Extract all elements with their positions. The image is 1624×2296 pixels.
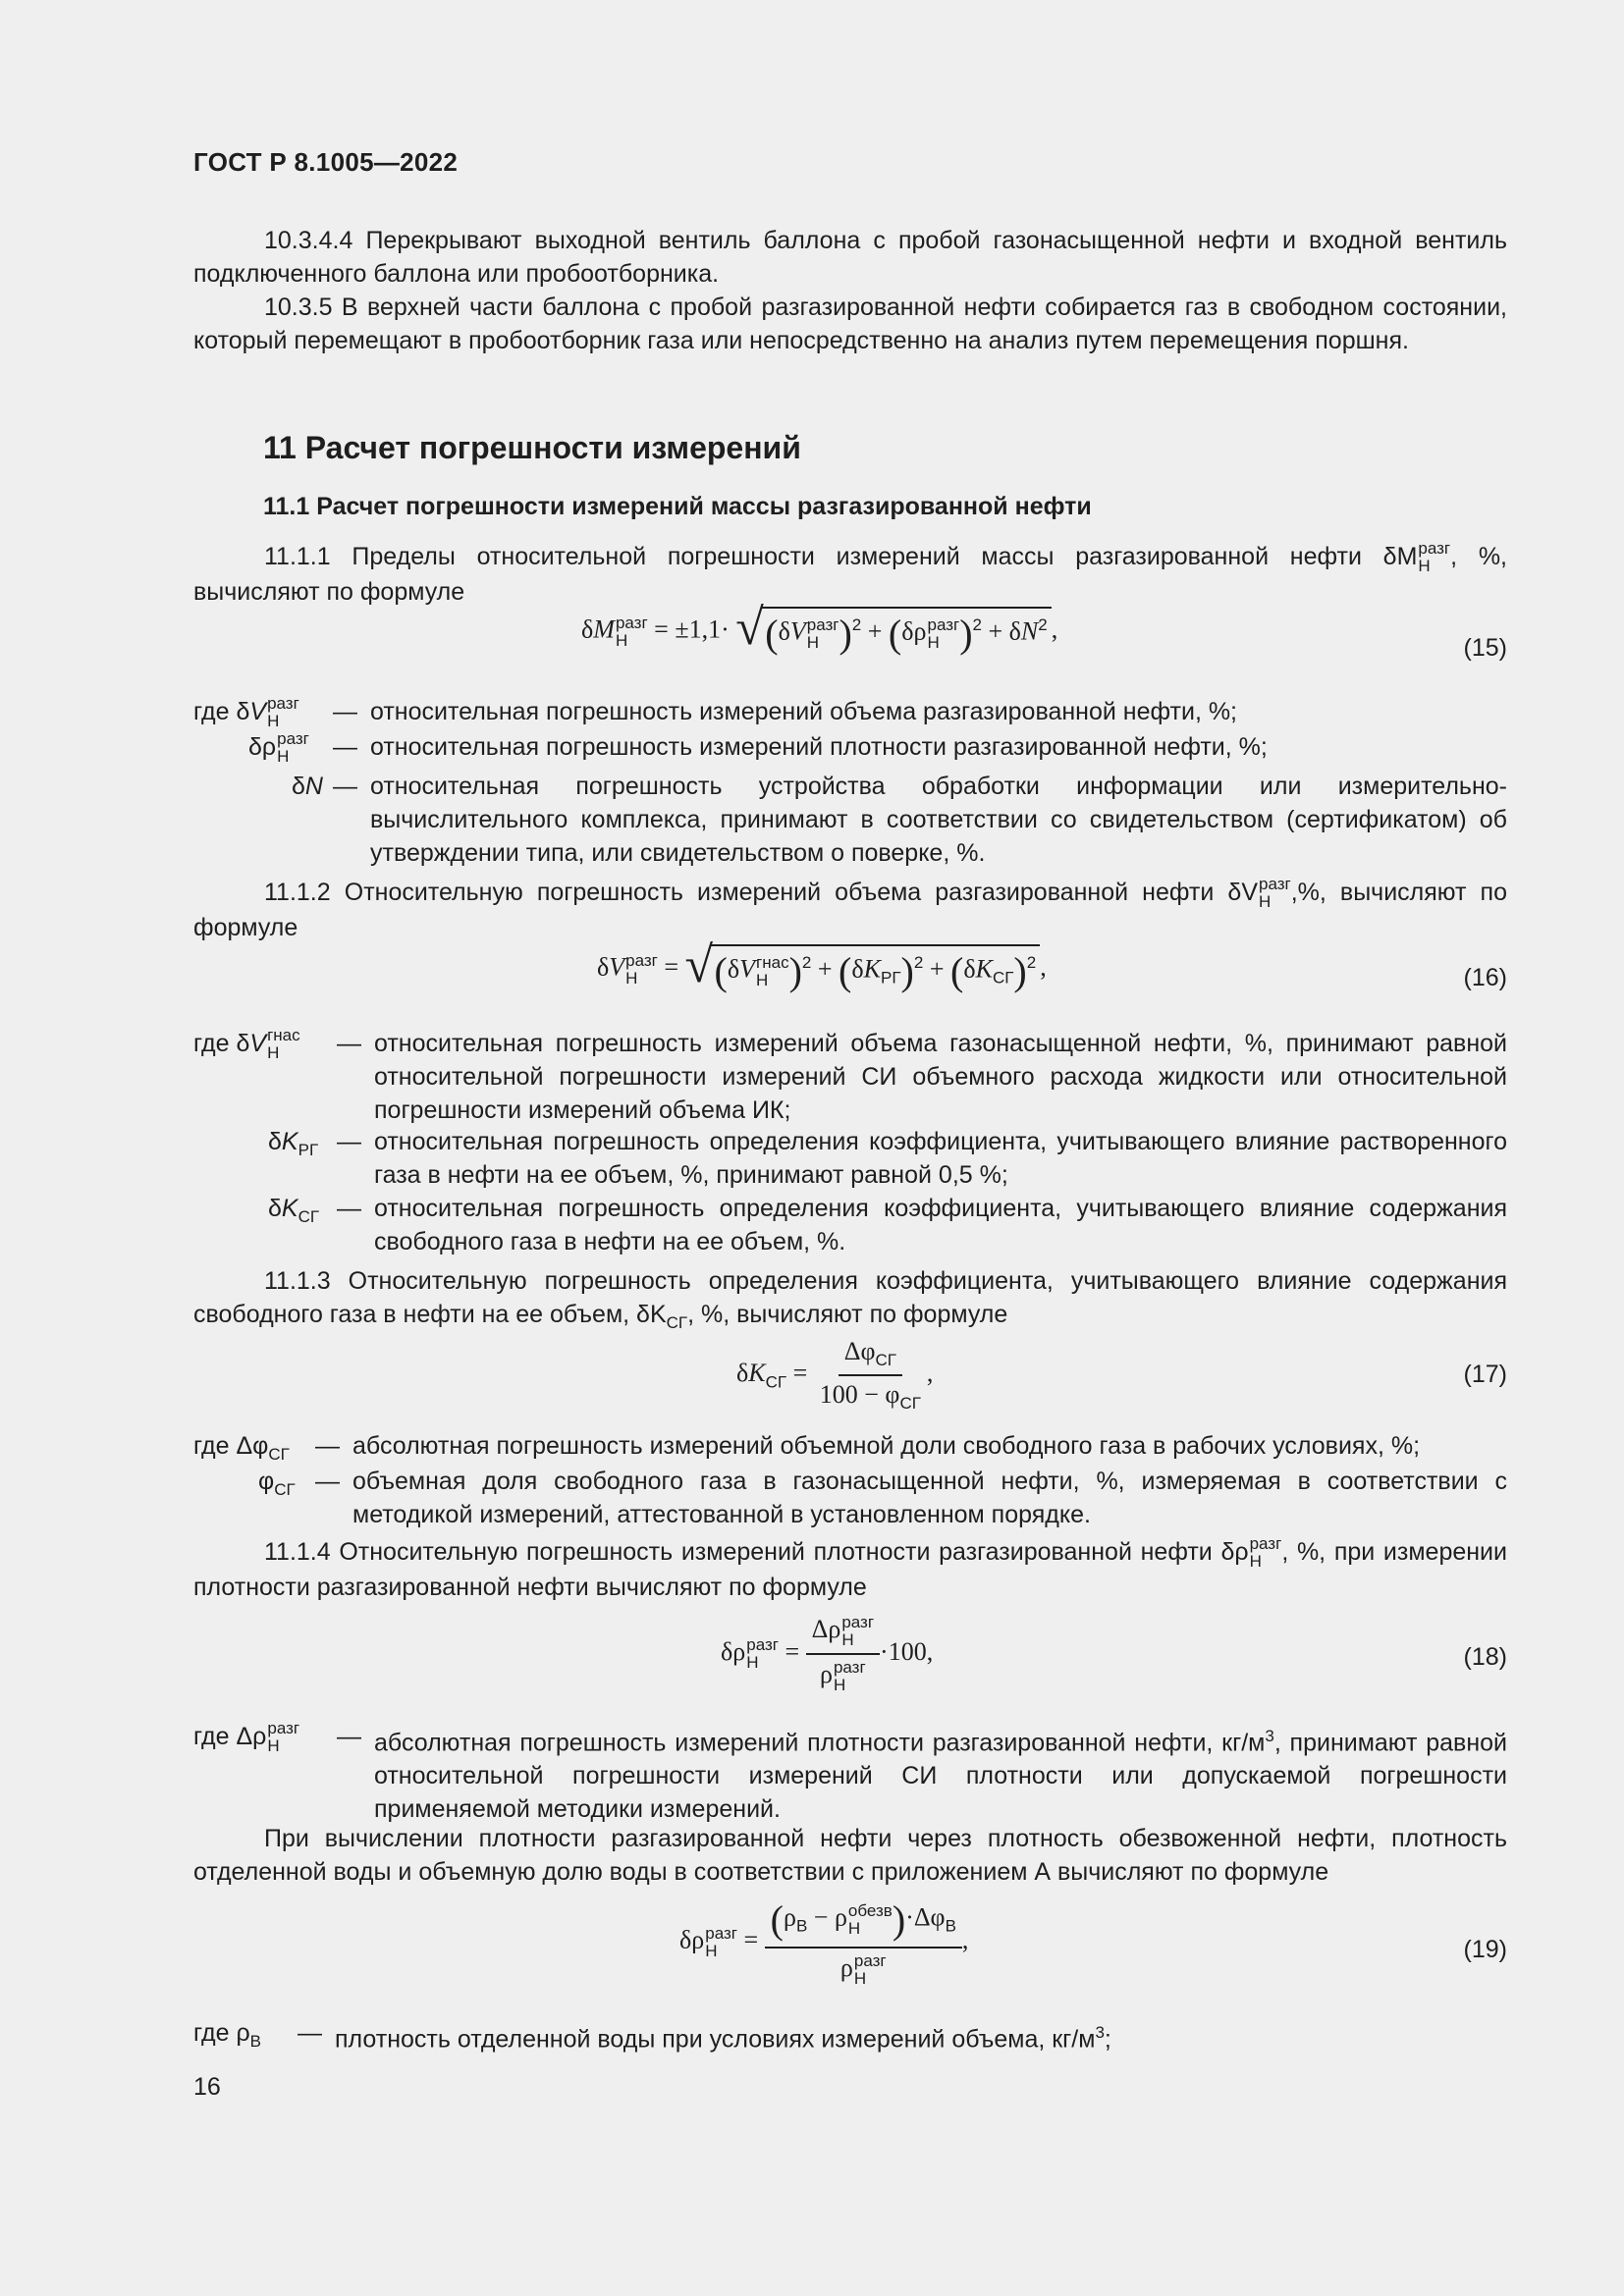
definition-text: абсолютная погрешность измерений объемной доли свободного газа в рабочих условиях, %; [352, 1432, 1421, 1460]
definitions-16: где δV гнас Н — относительная погрешность измерений объема газонасыщенной нефти, %, принимают равной относительной погрешности измерений СИ объемного расхода жидкости или относительной погрешности измерений объема ИК; $\delta K_{РГ}$ — относительная погрешность определения коэффициента, учитывающего влияние растворенного газа в нефти на ее объем, %, принимают равной 0,5 %; $\delta K_{СГ}$ — относительная погрешность определения коэффициента, учитывающего влияние содержания свободного газа в нефти на ее объем, %. [193, 1027, 1507, 1262]
formula-number-16: (16) [1463, 964, 1507, 991]
definition-text: абсолютная погрешность измерений плотности разгазированной нефти, $кг/м^3$, принимают равной относительной погрешности измерений СИ плотности или допускаемой погрешности применяемой методики измерений. [374, 1727, 1508, 1824]
definition-text: плотность отделенной воды при условиях измерений объема, $кг/м^3$; [335, 2023, 1111, 2054]
formula-number-18: (18) [1463, 1643, 1507, 1671]
term-dN: δN [292, 773, 323, 800]
definition-text: относительная погрешность устройства обработки информации или измерительно-вычислительного комплекса, принимают в соответствии со свидетельством (сертификатом) об утверждении типа, или свидетельством о поверке, %. [370, 773, 1507, 867]
definition-text: относительная погрешность определения коэффициента, учитывающего влияние растворенного газа в нефти на ее объем, %, принимают равной 0,5 %; [374, 1128, 1507, 1189]
definition-text: объемная доля свободного газа в газонасыщенной нефти, %, измеряемая в соответствии с методикой измерений, аттестованной в установленном порядке. [352, 1468, 1507, 1528]
formula-number-15: (15) [1463, 634, 1507, 662]
section-heading-11: 11 Расчет погрешности измерений [263, 430, 801, 465]
definitions-17: где $\Delta\varphi_{СГ}$ — абсолютная погрешность измерений объемной доли свободного газа в рабочих условиях, %; $\varphi_{СГ}$ — объемная доля свободного газа в газонасыщенной нефти, %, измеряемая в соответствии с методикой измерений, аттестованной в установленном порядке. [193, 1429, 1507, 1537]
term-dK-sg: $\delta K_{СГ}$ [268, 1195, 320, 1226]
formula-16: δV разг Н = √ (δV гнас Н )$^2 + (\delta K_{РГ})^2 + (\delta K_{СГ})^2$ , [597, 937, 1047, 993]
formula-19: δρ разг Н = ($\rho_В - \rho$ обезв Н )$\cdot\Delta\varphi_В$ ρ разг Н , [679, 1897, 969, 1988]
term-dphi-sg: где $\Delta\varphi_{СГ}$ [193, 1432, 290, 1464]
definition-text: относительная погрешность измерений объема разгазированной нефти, %; [370, 698, 1238, 725]
formula-18: δρ разг Н = Δρ разг Н ρ разг Н ·100, [721, 1613, 934, 1694]
term-phi-sg: $\varphi_{СГ}$ [258, 1468, 296, 1499]
term-dV-razg: где δV разг Н [193, 694, 299, 731]
paragraph-11-1-1: 11.1.1 Пределы относительной погрешности измерений массы разгазированной нефти δM разг Н , %, вычисляют по формуле [193, 539, 1507, 607]
term-dK-rg: $\delta K_{РГ}$ [268, 1128, 319, 1159]
section-heading-11-1: 11.1 Расчет погрешности измерений массы разгазированной нефти [263, 493, 1092, 520]
paragraph-10-3-5: 10.3.5 В верхней части баллона с пробой разгазированной нефти собирается газ в свободном состоянии, который перемещают в пробоотборник газа или непосредственно на анализ путем перемещения поршня. [193, 294, 1507, 354]
page-number: 16 [193, 2073, 221, 2101]
formula-15: δM разг Н = ±1,1· √ (δV разг Н )$^2$ + (δρ разг Н )$^2 + \delta N^2$ , [581, 600, 1058, 656]
paragraph-10-3-4-4: 10.3.4.4 Перекрывают выходной вентиль баллона с пробой газонасыщенной нефти и входной вентиль подключенного баллона или пробоотборника. [193, 227, 1507, 288]
definitions-19: где $\rho_В$ — плотность отделенной воды при условиях измерений объема, $кг/м^3$; [193, 2016, 1507, 2056]
paragraph-11-1-4: 11.1.4 Относительную погрешность измерений плотности разгазированной нефти δρ разг Н , %, при измерении плотности разгазированной нефти вычисляют по формуле [193, 1534, 1507, 1602]
definitions-18: где Δρ разг Н — абсолютная погрешность измерений плотности разгазированной нефти, $кг/м^3$, принимают равной относительной погрешности измерений СИ плотности или допускаемой погрешности применяемой методики измерений. [193, 1720, 1507, 1828]
definition-text: относительная погрешность измерений объема газонасыщенной нефти, %, принимают равной относительной погрешности измерений СИ объемного расхода жидкости или относительной погрешности измерений объема ИК; [374, 1030, 1507, 1124]
term-dV-gnas: где δV гнас Н [193, 1026, 300, 1063]
paragraph-11-1-3: 11.1.3 Относительную погрешность определения коэффициента, учитывающего влияние содержания свободного газа в нефти на ее объем, $\delta K_{СГ}$, %, вычисляют по формуле [193, 1267, 1507, 1332]
formula-number-17: (17) [1463, 1361, 1507, 1388]
term-drho-abs: где Δρ разг Н [193, 1719, 300, 1756]
definition-text: относительная погрешность определения коэффициента, учитывающего влияние содержания свободного газа в нефти на ее объем, %. [374, 1195, 1507, 1255]
definition-text: относительная погрешность измерений плотности разгазированной нефти, %; [370, 733, 1268, 761]
formula-number-19: (19) [1463, 1936, 1507, 1963]
paragraph-density-note: При вычислении плотности разгазированной нефти через плотность обезвоженной нефти, плотность отделенной воды и объемную долю воды в соответствии с приложением А вычисляют по формуле [193, 1825, 1507, 1886]
definitions-15: где δV разг Н — относительная погрешность измерений объема разгазированной нефти, %; δρ разг Н — относительная погрешность измерений плотности разгазированной нефти, %; δN — относительная погрешность устройства обработки информации или измерительно-вычислительного комплекса, принимают в соответствии со свидетельством (сертификатом) об утверждении типа, или свидетельством о поверке, %. [193, 695, 1507, 872]
term-rho-v: где $\rho_В$ [193, 2019, 262, 2051]
formula-17: $\delta K_{СГ}$ = $\frac{\Delta\varphi_{СГ}}{100 - \varphi_{СГ}}$ , [736, 1337, 934, 1414]
term-drho-razg: δρ разг Н [248, 729, 309, 767]
paragraph-11-1-2: 11.1.2 Относительную погрешность измерений объема разгазированной нефти δV разг Н ,%, вычисляют по формуле [193, 875, 1507, 942]
document-header: ГОСТ Р 8.1005—2022 [193, 147, 459, 177]
